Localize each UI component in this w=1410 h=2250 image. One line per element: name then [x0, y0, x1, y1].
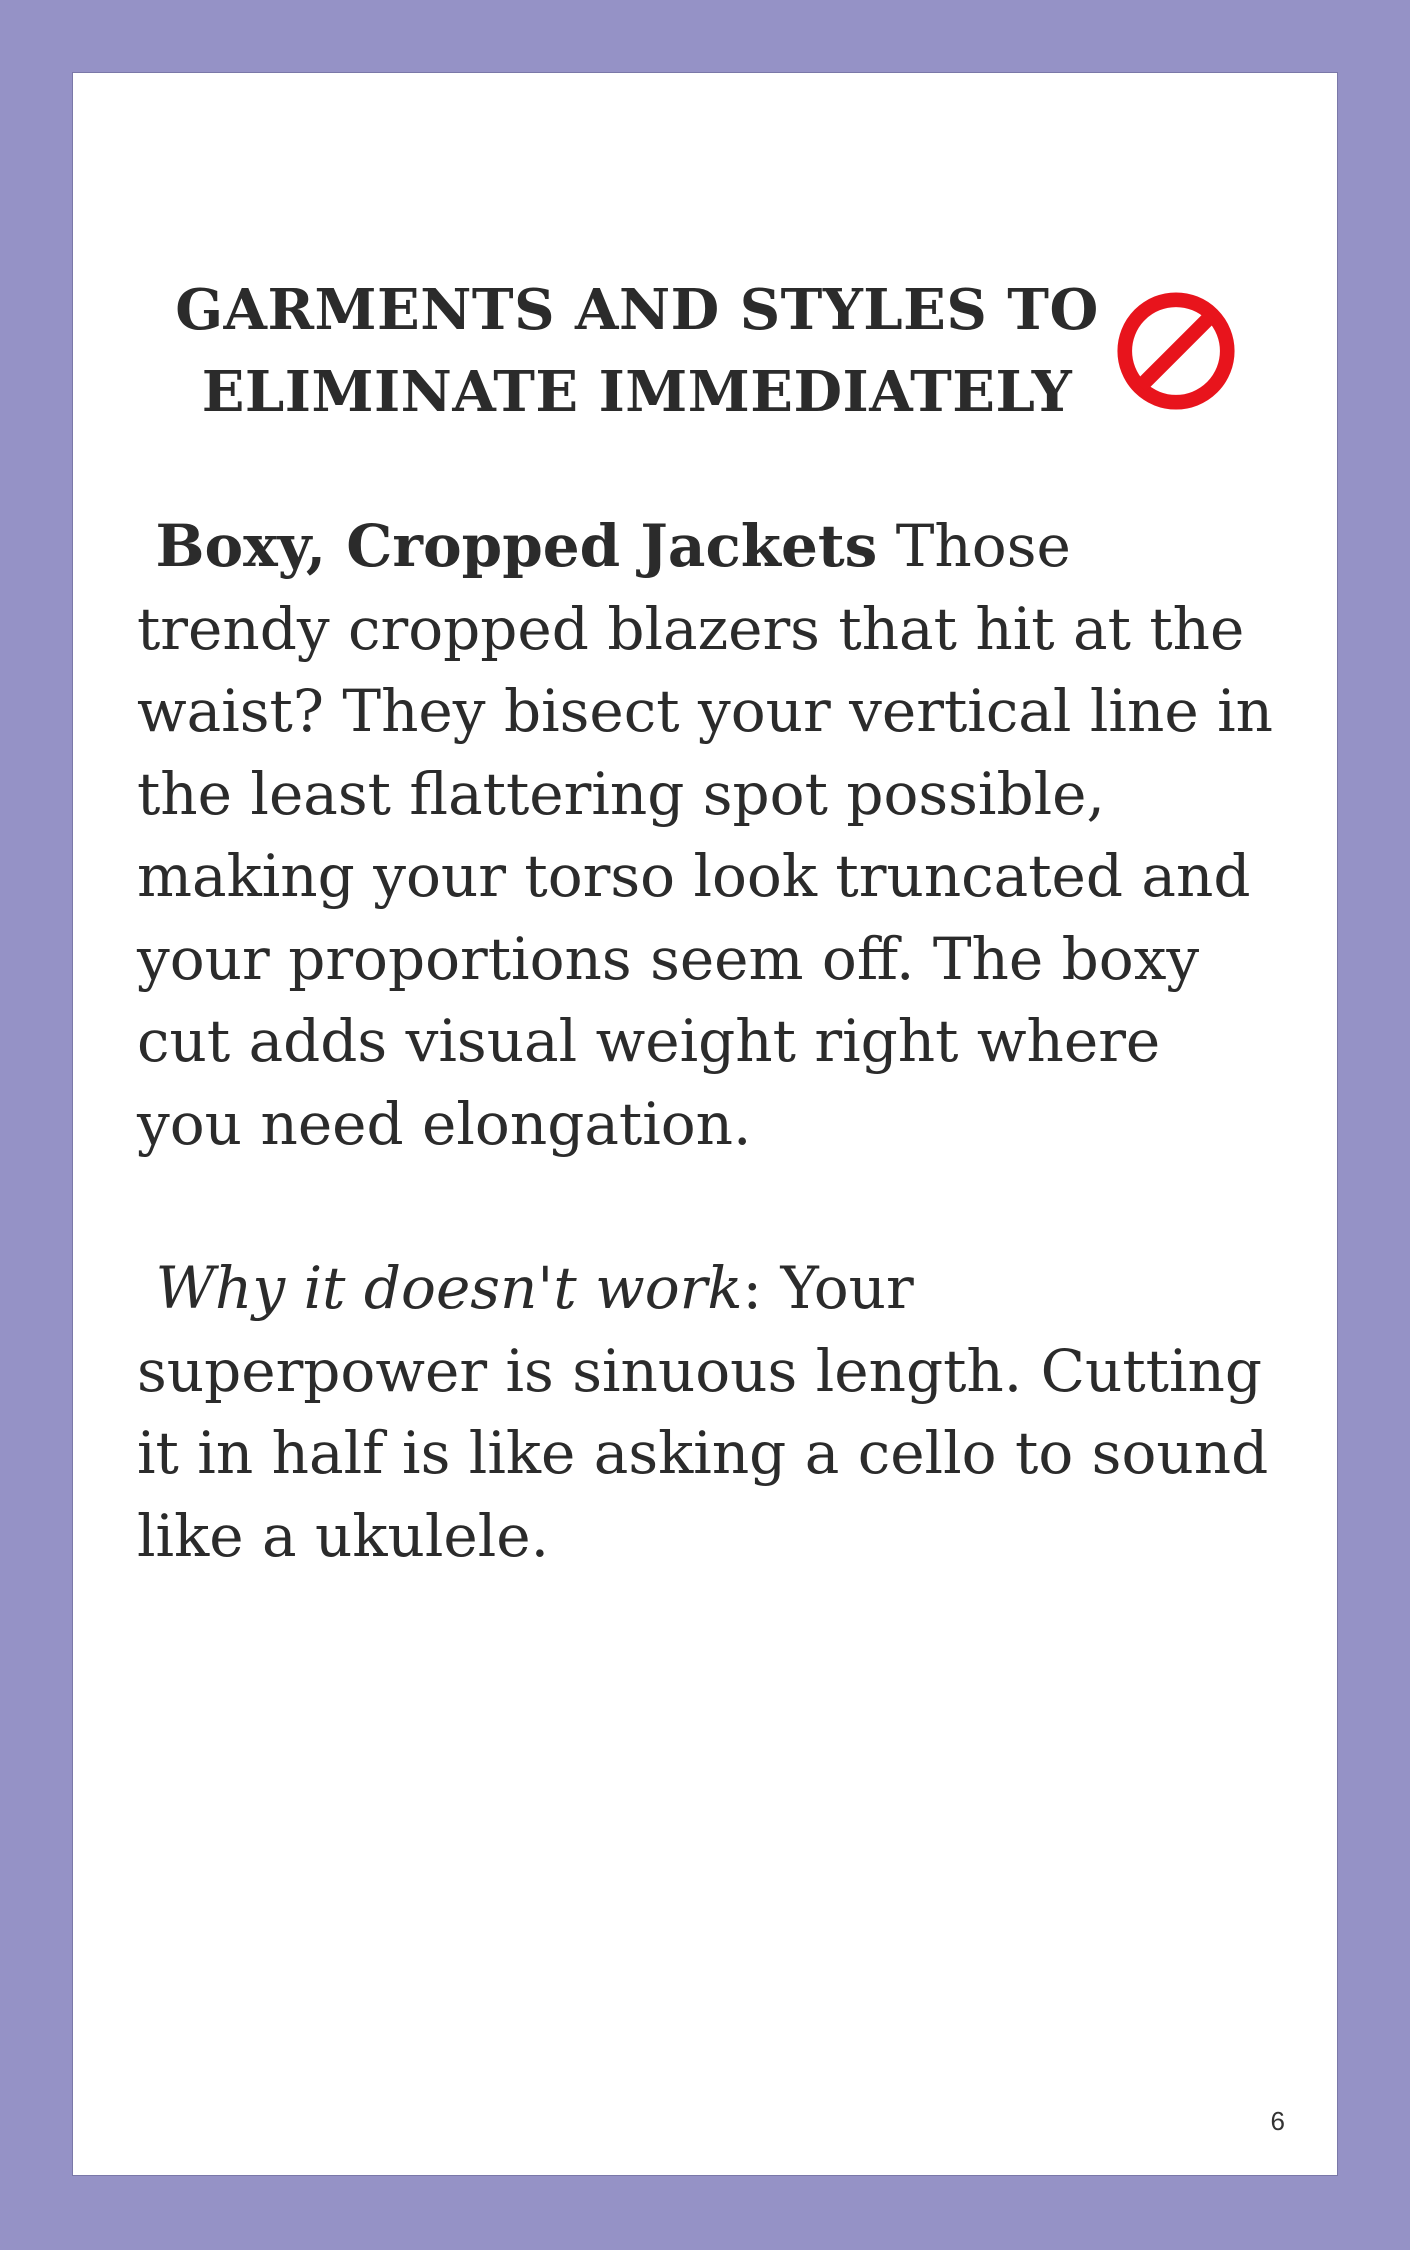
paragraph-boxy-jackets [137, 505, 1277, 1165]
paragraph-1-text: Those trendy cropped blazers that hit at the waist? They bisect your vertical line in the least flattering spot possible, making your torso look truncated and your proportions seem off. The boxy cut adds visual weight right where you need elongation. [137, 512, 1273, 1158]
paragraph-spacer [137, 1165, 1277, 1247]
page-number: 6 [1270, 2106, 1285, 2136]
body-content [137, 505, 1277, 1577]
heading-line-1: GARMENTS AND STYLES TO [175, 277, 1099, 343]
heading-group [175, 269, 1237, 433]
paragraph-2-lead: Why it doesn't work [155, 1254, 743, 1322]
prohibited-icon [1115, 290, 1237, 412]
paragraph-2-text: : Your superpower is sinuous length. Cutting it in half is like asking a cello to sound like a ukulele. [137, 1254, 1269, 1570]
paragraph-why-it-doesnt-work [137, 1247, 1277, 1577]
section-heading [73, 269, 1339, 433]
heading-title [175, 269, 1099, 433]
heading-line-2: ELIMINATE IMMEDIATELY [201, 359, 1073, 425]
paragraph-1-lead: Boxy, Cropped Jackets [155, 512, 878, 580]
document-page [72, 72, 1338, 2176]
